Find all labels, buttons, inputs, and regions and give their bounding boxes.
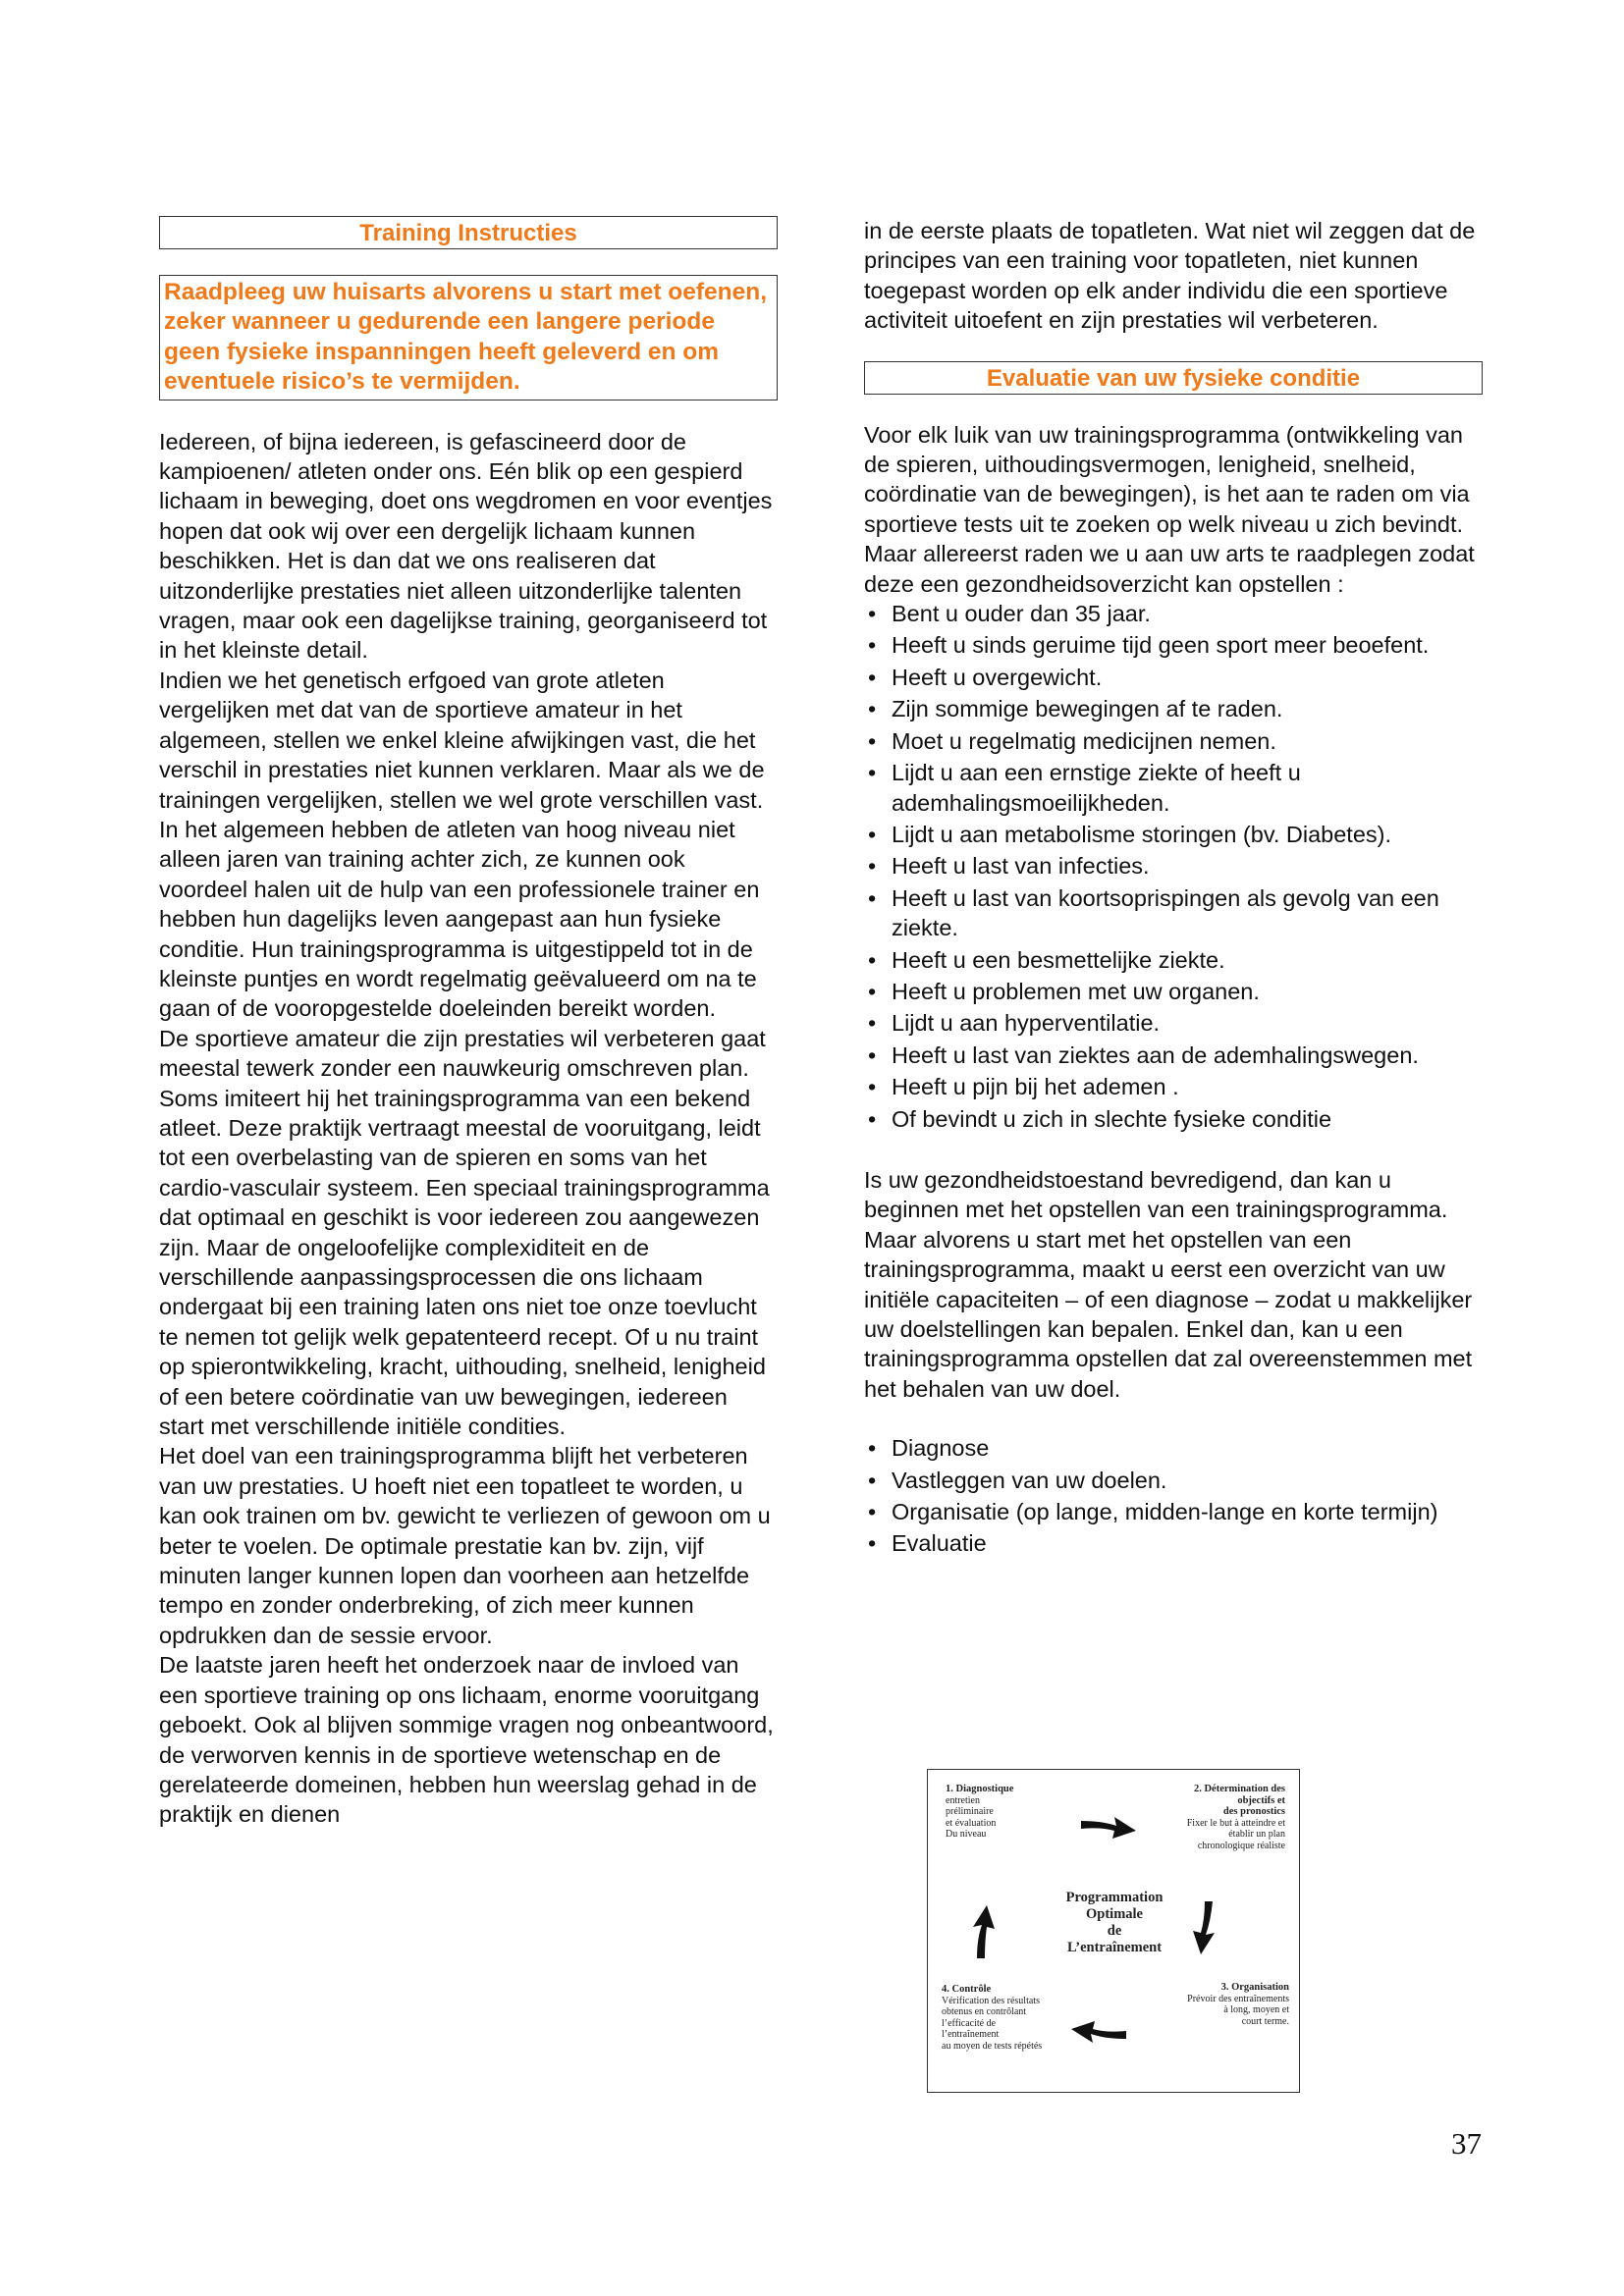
bullet-icon: • [868, 664, 877, 690]
bullet-icon: • [868, 1499, 877, 1525]
section-heading-training: Training Instructies [159, 216, 778, 249]
list-item: • Of bevindt u zich in slechte fysieke conditie [864, 1104, 1483, 1134]
list-item: • Heeft u overgewicht. [864, 663, 1483, 692]
bullet-icon: • [868, 696, 877, 722]
list-item: • Zijn sommige bewegingen af te raden. [864, 694, 1483, 723]
arrow-left-icon [1071, 2021, 1126, 2043]
arrow-up-icon [973, 1905, 995, 1958]
list-item: • Heeft u problemen met uw organen. [864, 977, 1483, 1006]
list-item: • Heeft u sinds geruime tijd geen sport meer beoefent. [864, 630, 1483, 660]
list-item: • Heeft u een besmettelijke ziekte. [864, 945, 1483, 975]
list-item: • Lijdt u aan hyperventilatie. [864, 1008, 1483, 1038]
warning-box: Raadpleeg uw huisarts alvorens u start met oefenen, zeker wanneer u gedurende een langere periode geen fysieke inspanningen heeft geleverd en om eventuele risico’s te vermijden. [159, 275, 778, 400]
bullet-icon: • [868, 853, 877, 880]
diagram-step-diagnostique: 1. Diagnostique entretien préliminaire et évaluation Du niveau [946, 1784, 1014, 1840]
paragraph: Is uw gezondheidstoestand bevredigend, dan kan u beginnen met het opstellen van een trainingsprogramma. Maar alvorens u start met het opstellen van een trainingsprogramma, maakt u eerst een overzicht van uw initiële capaciteiten – of een diagnose – zodat u makkelijker uw doelstellingen kan bepalen. Enkel dan, kan u een trainingsprogramma opstellen dat zal overeenstemmen met het behalen van uw doel. [864, 1166, 1473, 1402]
bullet-icon: • [868, 1010, 877, 1037]
paragraph: Het doel van een trainingsprogramma blijft het verbeteren van uw prestaties. U hoeft niet een topatleet te worden, u kan ook trainen om bv. gewicht te verliezen of gewoon om u beter te voelen. De optimale prestatie kan bv. zijn, vijf minuten langer kunnen lopen dan voorheen aan hetzelfde tempo en zonder onderbreking, of zich meer kunnen opdrukken dan de sessie ervoor. [159, 1443, 771, 1648]
list-item: • Heeft u pijn bij het ademen . [864, 1072, 1483, 1101]
bullet-icon: • [868, 1105, 877, 1132]
steps-list [864, 1433, 1483, 1559]
list-item: • Heeft u last van infecties. [864, 851, 1483, 881]
bullet-icon: • [868, 884, 877, 911]
bullet-icon: • [868, 1435, 877, 1462]
list-item: • Heeft u last van koortsoprispingen als gevolg van een ziekte. [868, 884, 1439, 941]
list-item: • Bent u ouder dan 35 jaar. [864, 599, 1483, 628]
page-number: 37 [1451, 2126, 1482, 2161]
paragraph: Iedereen, of bijna iedereen, is gefascineerd door de kampioenen/ atleten onder ons. Eén blik op een gespierd lichaam in beweging, doet ons wegdromen en voor eventjes hopen dat ook wij over een dergelijk lichaam kunnen beschikken. Het is dan dat we ons realiseren dat uitzonderlijke prestaties niet alleen uitzonderlijke talenten vragen, maar ook een dagelijkse training, georganiseerd tot in het kleinste detail. [159, 428, 773, 664]
intro-paragraph: Voor elk luik van uw trainingsprogramma (ontwikkeling van de spieren, uithoudingsvermogen, lenigheid, snelheid, coördinatie van de bewegingen), is het aan te raden om via sportieve tests uit te zoeken op welk niveau u zich bevindt. Maar allereerst raden we u aan uw arts te raadplegen zodat deze een gezondheidsoverzicht kan opstellen : [864, 421, 1475, 597]
list-item: • Lijdt u aan een ernstige ziekte of heeft u ademhalingsmoeilijkheden. [868, 760, 1301, 816]
list-item: • Lijdt u aan metabolisme storingen (bv. Diabetes). [864, 820, 1483, 849]
left-column [159, 216, 778, 1830]
cycle-arrows [928, 1770, 1301, 2094]
bullet-icon: • [868, 821, 877, 847]
list-item: • Evaluatie [864, 1528, 1483, 1558]
right-column [864, 216, 1483, 1561]
bullet-icon: • [868, 978, 877, 1004]
list-item: • Diagnose [864, 1433, 1483, 1463]
arrow-down-icon [1193, 1901, 1215, 1954]
bullet-icon: • [868, 1041, 877, 1068]
continuation-paragraph: in de eerste plaats de topatleten. Wat niet wil zeggen dat de principes van een training voor topatleten, niet kunnen toegepast worden op elk ander individu die een sportieve activiteit uitoefent en zijn prestaties wil verbeteren. [864, 218, 1476, 334]
bullet-icon: • [868, 760, 877, 786]
bullet-icon: • [868, 601, 877, 627]
diagram-step-determination: 2. Détermination des objectifs et des pronostics Fixer le but à atteindre et établir un plan chronologique réaliste [1186, 1784, 1285, 1851]
list-item: • Vastleggen van uw doelen. [864, 1466, 1483, 1495]
bullet-icon: • [868, 727, 877, 754]
section-heading-evaluation: Evaluatie van uw fysieke conditie [864, 361, 1483, 395]
list-item: • Moet u regelmatig medicijnen nemen. [864, 726, 1483, 756]
bullet-icon: • [868, 1530, 877, 1557]
diagram-step-controle: 4. Contrôle Vérification des résultats obtenus en contrôlant l’efficacité de l’entraînement au moyen de tests répétés [942, 1984, 1043, 2052]
bullet-icon: • [868, 1467, 877, 1493]
bullet-icon: • [868, 1074, 877, 1100]
diagram-center-title: Programmation Optimale de L’entraînement [1065, 1890, 1164, 1955]
list-item: • Heeft u last van ziektes aan de ademhalingswegen. [864, 1041, 1483, 1070]
training-cycle-diagram [927, 1769, 1300, 2093]
arrow-right-icon [1081, 1817, 1136, 1839]
paragraph: De sportieve amateur die zijn prestaties wil verbeteren gaat meestal tewerk zonder een nauwkeurig omschreven plan. Soms imiteert hij het trainingsprogramma van een bekend atleet. Deze praktijk vertraagt meestal de vooruitgang, leidt tot een overbelasting van de spieren en soms van het cardio-vasculair systeem. Een speciaal trainingsprogramma dat optimaal en geschikt is voor iedereen zou aangewezen zijn. Maar de ongeloofelijke complexiditeit en de verschillende aanpassingsprocessen die ons lichaam ondergaat bij een training laten ons niet toe onze toevlucht te nemen tot gelijk welk gepatenteerd recept. Of u nu traint op spierontwikkeling, kracht, uithouding, snelheid, lenigheid of een betere coördinatie van uw bewegingen, iedereen start met verschillende initiële condities. [159, 1025, 770, 1440]
paragraph: Indien we het genetisch erfgoed van grote atleten vergelijken met dat van de sportieve amateur in het algemeen, stellen we enkel kleine afwijkingen vast, die het verschil in prestaties niet kunnen verklaren. Maar als we de trainingen vergelijken, stellen we wel grote verschillen vast. In het algemeen hebben de atleten van hoog niveau niet alleen jaren van training achter zich, ze kunnen ook voordeel halen uit de hulp van een professionele trainer en hebben hun dagelijks leven aangepast aan hun fysieke conditie. Hun trainingsprogramma is uitgestippeld tot in de kleinste puntjes en wordt regelmatig geëvalueerd om na te gaan of de vooropgestelde doeleinden bereikt worden. [159, 667, 765, 1022]
bullet-icon: • [868, 946, 877, 973]
health-checklist [864, 599, 1483, 1134]
paragraph: De laatste jaren heeft het onderzoek naar de invloed van een sportieve training op ons lichaam, enorme vooruitgang geboekt. Ook al blijven sommige vragen nog onbeantwoord, de verworven kennis in de sportieve wetenschap en de gerelateerde domeinen, hebben hun weerslag gehad in de praktijk en dienen [159, 1652, 774, 1828]
diagram-step-organisation: 3. Organisation Prévoir des entraînements à long, moyen et court terme. [1187, 1982, 1289, 2027]
list-item: • Organisatie (op lange, midden-lange en korte termijn) [864, 1497, 1483, 1526]
bullet-icon: • [868, 632, 877, 659]
